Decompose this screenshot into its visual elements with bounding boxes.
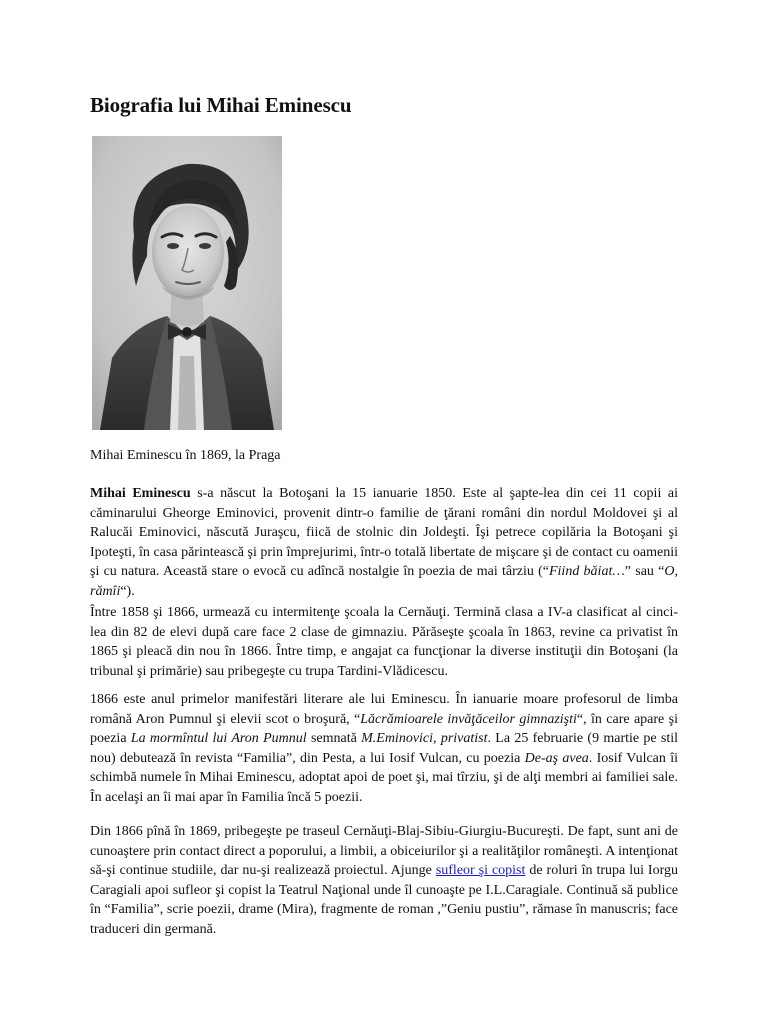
paragraph-text: “, în care apare şi poezia — [90, 711, 678, 747]
paragraph-text: de roluri în trupa lui Iorgu Caragiali apoi sufleor şi copist la Teatrul Naţional unde îl cunoaşte pe I.L.Caragiale. Continuă să publice în “Familia”, scrie poezii, drame (Mira), fragmente de roman ,”Geniu pustiu”, rămase în manuscris; face traduceri din germană. — [90, 863, 679, 937]
italic-signature: M.Eminovici, privatist — [361, 731, 488, 747]
photo-caption: Mihai Eminescu în 1869, la Praga — [90, 448, 281, 463]
paragraph-text: semnată — [306, 731, 362, 747]
paragraph-text: Din 1866 pînă în 1869, pribegeşte pe traseul Cernăuţi-Blaj-Sibiu-Giurgiu-Bucureşti. De fapt, sunt ani de cunoaştere prin contact direct a poporului, a limbii, a obiceiurilor şi a realităţilor româneşti. A intenţionat să-şi continue studiile, dar nu-şi realizează proiectul. Ajunge — [90, 824, 678, 879]
paragraph-wanderings — [90, 822, 678, 940]
italic-poem-title: O, rămîi — [90, 564, 679, 599]
paragraph-literary-debut — [90, 690, 678, 808]
italic-poem-title: Fiind băiat… — [548, 564, 625, 580]
portrait-photo — [92, 136, 282, 430]
italic-poem-title: De-aş avea — [524, 750, 589, 766]
paragraph-text: 1866 este anul primelor manifestări literare ale lui Eminescu. În ianuarie moare profesorul de limba română Aron Pumnul şi elevii scot o broşură, “ — [90, 692, 678, 727]
page-title: Biografia lui Mihai Eminescu — [90, 93, 352, 117]
paragraph-text: “). — [120, 583, 135, 599]
paragraph-text: ” sau “ — [624, 564, 665, 580]
link-sufleor-si-copist[interactable]: sufleor şi copist — [435, 863, 526, 879]
italic-poem-title: La mormîntul lui Aron Pumnul — [130, 731, 307, 747]
paragraph-text: s-a născut la Botoşani la 15 ianuarie 1850. Este al şapte-lea din cei 11 copii ai căminarului Gheorge Eminovici, provenit dintr-o familie de ţărani români din nordul Moldovei şi al Ralucăi Eminovici, născută Juraşcu, fiică de stolnic din Joldeşti. Îşi petrece copilăria la Botoşani şi Ipoteşti, în casa părintească şi prin împrejurimi, într-o totală libertate de mişcare şi de contact cu oamenii şi cu natura. Această stare o evocă cu adîncă nostalgie în poezia de mai târziu (“ — [90, 486, 678, 580]
paragraph-school: Între 1858 şi 1866, urmează cu intermitenţe şcoala la Cernăuţi. Termină clasa a IV-a clasificat al cinci-lea din 82 de elevi după care face 2 clase de gimnaziu. Părăseşte şcoala în 1863, revine ca privatist în 1865 şi pleacă din nou în 1866. Între timp, e angajat ca funcţionar la diverse instituţii din Botoşani (la tribunal şi primărie) sau pribegeşte cu trupa Tardini-Vlădicescu. — [90, 605, 678, 679]
bold-name: Mihai Eminescu — [90, 486, 191, 501]
italic-title: Lăcrămioarele invăţăceilor gimnazişti — [360, 711, 577, 727]
paragraph-text: . Iosif Vulcan îi schimbă numele în Mihai Eminescu, adoptat apoi de poet şi, mai tîrziu, şi de alţi membri ai familiei sale. În acelaşi an îi mai apar în Familia încă 5 poezii. — [90, 750, 678, 805]
paragraph-text: . La 25 februarie (9 martie pe stil nou) debutează în revista “Familia”, din Pesta, a lui Iosif Vulcan, cu poezia — [90, 731, 679, 766]
paragraph-childhood — [90, 484, 678, 602]
